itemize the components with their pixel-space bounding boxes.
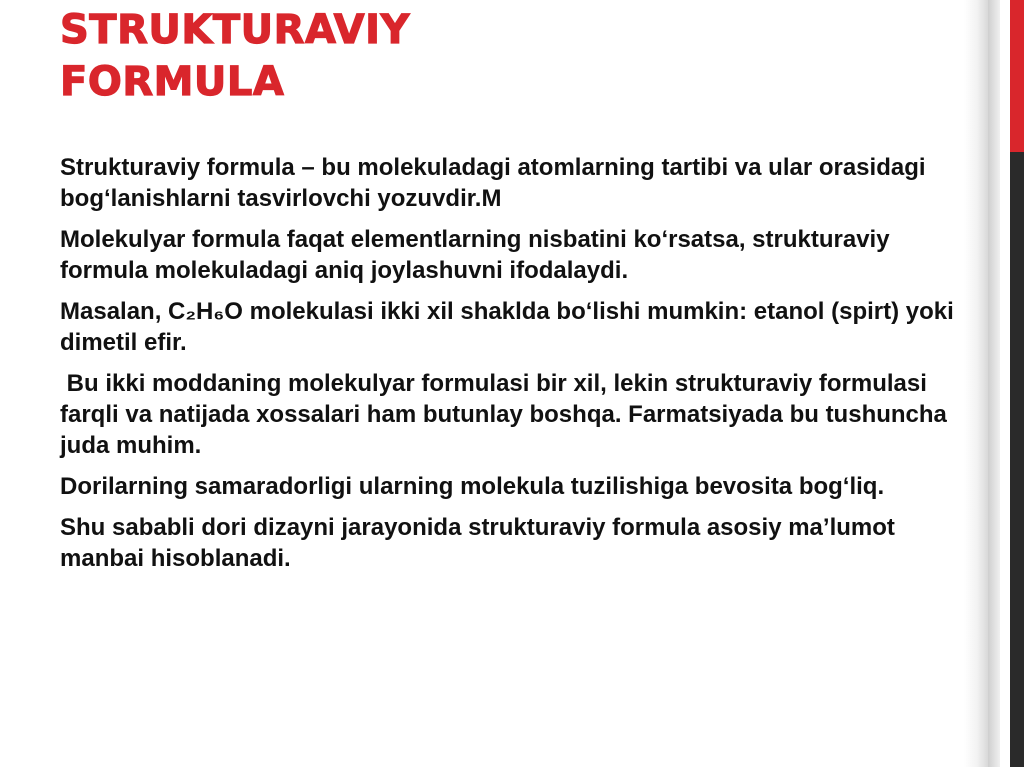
- slide-title-line-1: STRUKTURAVIY: [60, 7, 410, 53]
- paragraph-drug-design: Shu sababli dori dizayni jarayonida strukturaviy formula asosiy ma’lumot manbai hisoblanadi.: [60, 514, 895, 572]
- paragraph-definition: Strukturaviy formula – bu molekuladagi atomlarning tartibi va ular orasidagi bog‘lanishlarni tasvirlovchi yozuvdir.M: [60, 154, 926, 212]
- paragraph-molecular-vs-structural: Molekulyar formula faqat elementlarning nisbatini ko‘rsatsa, strukturaviy formula molekuladagi aniq joylashuvni ifodalaydi.: [60, 226, 890, 284]
- page-fold-shadow: [988, 0, 1000, 767]
- paragraph-properties: Bu ikki moddaning molekulyar formulasi bir xil, lekin strukturaviy formulasi farqli va natijada xossalari ham butunlay boshqa. Farmatsiyada bu tushuncha juda muhim.: [60, 370, 954, 459]
- slide-title: [60, 4, 920, 108]
- paragraph-example: Masalan, C₂H₆O molekulasi ikki xil shaklda bo‘lishi mumkin: etanol (spirt) yoki dimetil efir.: [60, 298, 954, 356]
- side-bar-accent: [1010, 0, 1024, 152]
- slide-title-line-2: FORMULA: [60, 59, 285, 105]
- slide-body: [60, 152, 960, 584]
- paragraph-drug-efficacy: Dorilarning samaradorligi ularning molekula tuzilishiga bevosita bog‘liq.: [60, 473, 885, 500]
- page-fold-edge: [964, 0, 988, 767]
